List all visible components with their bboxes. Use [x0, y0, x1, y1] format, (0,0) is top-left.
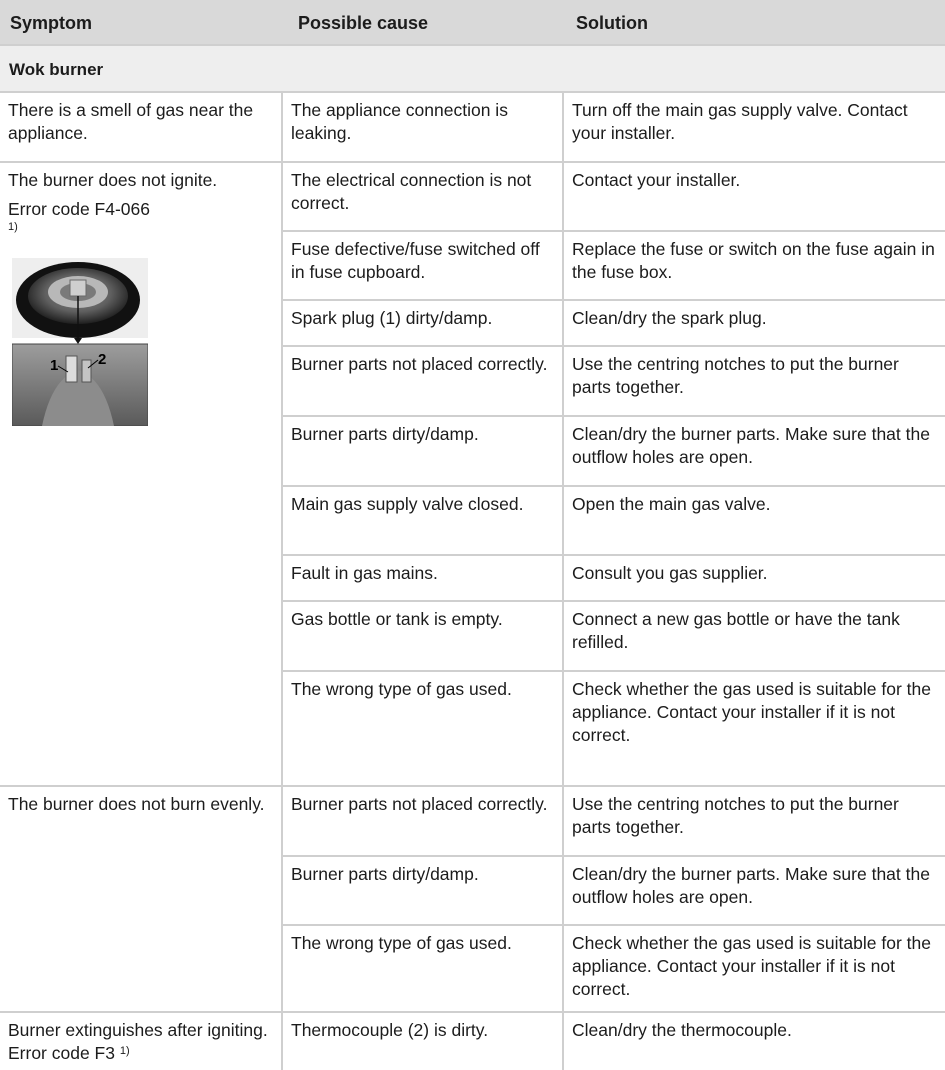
callout-1: 1	[50, 357, 59, 374]
symptom-cell	[0, 163, 281, 234]
cause-cell: Main gas supply valve closed.	[291, 494, 524, 514]
divider	[0, 44, 945, 46]
solution-cell: Check whether the gas used is suitable for the appliance. Contact your installer if it is not correct.	[572, 679, 931, 745]
cause-cell: Gas bottle or tank is empty.	[291, 609, 503, 629]
burner-diagram	[12, 258, 148, 426]
section-title: Wok burner	[9, 60, 104, 79]
error-code: Error code F4-066	[8, 199, 151, 219]
symptom-text: The burner does not ignite.	[8, 170, 218, 190]
cause-cell: Thermocouple (2) is dirty.	[291, 1020, 489, 1040]
cause-cell: The wrong type of gas used.	[291, 679, 512, 699]
callout-2: 2	[98, 351, 107, 368]
solution-cell: Contact your installer.	[572, 170, 741, 190]
cause-cell: Spark plug (1) dirty/damp.	[291, 308, 493, 328]
cause-cell: Burner parts not placed correctly.	[291, 794, 548, 814]
cause-cell: The electrical connection is not correct.	[291, 170, 532, 213]
symptom-cell	[0, 1013, 281, 1065]
solution-cell: Turn off the main gas supply valve. Contact your installer.	[572, 100, 908, 143]
solution-cell: Check whether the gas used is suitable for the appliance. Contact your installer if it is not correct.	[572, 933, 931, 999]
cause-cell: Burner parts not placed correctly.	[291, 354, 548, 374]
solution-cell: Use the centring notches to put the burner parts together.	[572, 794, 899, 837]
header-solution: Solution	[576, 13, 648, 33]
solution-cell: Replace the fuse or switch on the fuse again in the fuse box.	[572, 239, 935, 282]
cause-cell: Fuse defective/fuse switched off in fuse cupboard.	[291, 239, 540, 282]
symptom-text: Burner extinguishes after igniting.	[8, 1020, 268, 1040]
solution-cell: Clean/dry the burner parts. Make sure that the outflow holes are open.	[572, 424, 930, 467]
solution-cell: Clean/dry the thermocouple.	[572, 1020, 792, 1040]
header-symptom: Symptom	[10, 13, 93, 33]
header-possible-cause: Possible cause	[298, 13, 429, 33]
solution-cell: Connect a new gas bottle or have the tank refilled.	[572, 609, 900, 652]
symptom-cell: The burner does not burn evenly.	[8, 794, 265, 814]
cause-cell: Burner parts dirty/damp.	[291, 864, 479, 884]
solution-cell: Consult you gas supplier.	[572, 563, 768, 583]
solution-cell: Clean/dry the burner parts. Make sure that the outflow holes are open.	[572, 864, 930, 907]
footnote-marker: 1)	[8, 221, 18, 233]
cause-cell: Fault in gas mains.	[291, 563, 438, 583]
table-header	[0, 0, 945, 46]
solution-cell: Open the main gas valve.	[572, 494, 771, 514]
error-code: Error code F3	[8, 1043, 115, 1063]
cause-cell: The appliance connection is leaking.	[291, 100, 508, 143]
section-row	[0, 46, 945, 92]
solution-cell: Use the centring notches to put the burner parts together.	[572, 354, 899, 397]
cause-cell: The wrong type of gas used.	[291, 933, 512, 953]
solution-cell: Clean/dry the spark plug.	[572, 308, 767, 328]
cause-cell: Burner parts dirty/damp.	[291, 424, 479, 444]
footnote-marker: 1)	[119, 1045, 130, 1057]
symptom-cell: There is a smell of gas near the appliance.	[8, 100, 254, 143]
